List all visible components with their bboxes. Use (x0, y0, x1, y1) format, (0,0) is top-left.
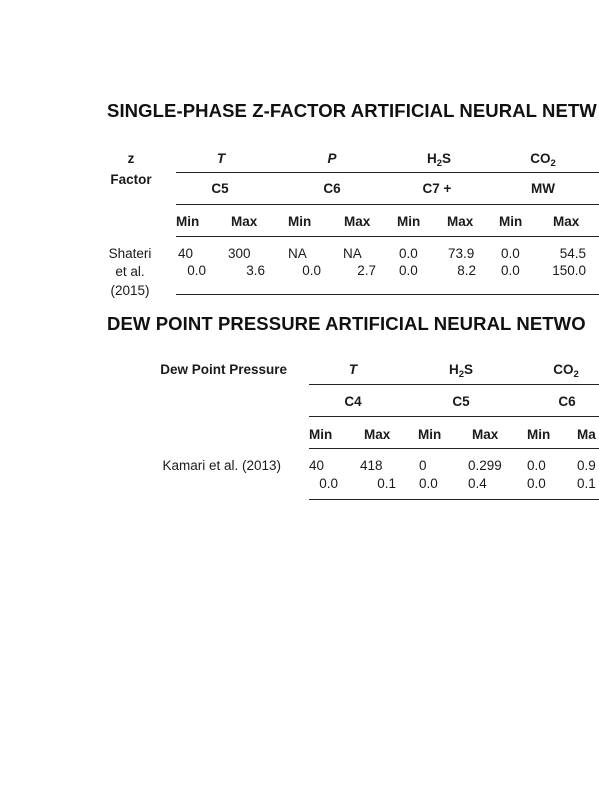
table1-cell: 0.0 (302, 263, 321, 278)
table1-cell: 150.0 (552, 263, 586, 278)
table1-header-C7plus: C7 + (422, 181, 452, 196)
table2-cell: 0.1 (577, 476, 596, 491)
table1-max-1: Max (231, 214, 258, 229)
table1-cell: 0.0 (501, 246, 520, 261)
table2-cell: 40 (309, 458, 325, 473)
table1-min-4: Min (499, 214, 523, 229)
table1-cell: 0.0 (399, 263, 418, 278)
table1-rule-3 (176, 236, 599, 237)
table1-cell: NA (343, 246, 362, 261)
table2-max-1: Max (364, 427, 391, 442)
table2-rule-1 (309, 384, 599, 385)
table1-max-2: Max (344, 214, 371, 229)
table1-cell: 73.9 (448, 246, 475, 261)
table1-min-3: Min (397, 214, 421, 229)
table1-rule-1 (176, 172, 599, 173)
table2-cell: 0.299 (468, 458, 502, 473)
table1-header-T: T (216, 151, 226, 166)
table2-cell: 0.9 (577, 458, 596, 473)
table2-header-C5: C5 (452, 394, 470, 409)
table2-header-T: T (348, 362, 358, 377)
table1-rule-2 (176, 204, 599, 205)
table2-rule-2 (309, 416, 599, 417)
table2-cell: 0.4 (468, 476, 487, 491)
table2-cell: 0.0 (527, 476, 546, 491)
table1-min-2: Min (288, 214, 312, 229)
table2-header-C6: C6 (558, 394, 576, 409)
table1-header-C6: C6 (323, 181, 341, 196)
table1-min-1: Min (176, 214, 200, 229)
table2-cell: 0.1 (377, 476, 396, 491)
table2-header-H2S: $H_2S$ (448, 362, 474, 380)
table1-header-MW: MW (531, 181, 555, 196)
table2-min-3: Min (527, 427, 551, 442)
table1-rule-bottom (176, 294, 599, 295)
table1-cell: 40 (178, 246, 194, 261)
table2-title: DEW POINT PRESSURE ARTIFICIAL NEURAL NETWO (107, 313, 586, 334)
table1-row-header-line2: Factor (110, 172, 152, 187)
table1-cell: 0.0 (187, 263, 206, 278)
table2-cell: 0.0 (319, 476, 338, 491)
table1-max-3: Max (447, 214, 474, 229)
table2-min-2: Min (418, 427, 442, 442)
table2-max-2: Max (472, 427, 499, 442)
table2-cell: 418 (360, 458, 383, 473)
table2-cell: 0.0 (419, 476, 438, 491)
table2-cell: 0.0 (527, 458, 546, 473)
table1-cell: 0.0 (501, 263, 520, 278)
table1-header-CO2: $CO_2$ (530, 151, 556, 169)
table1-title: SINGLE-PHASE Z-FACTOR ARTIFICIAL NEURAL NETW (107, 100, 597, 121)
table1-max-4: Max (553, 214, 580, 229)
table2-row-label: Kamari et al. (2013) (162, 458, 281, 473)
table1-row-label-line3: (2015) (110, 283, 150, 298)
table1-row-label-line2: et al. (115, 264, 145, 279)
table1-cell: 0.0 (399, 246, 418, 261)
table1-row-header-line1: z (127, 151, 135, 166)
table2-rule-3 (309, 448, 599, 449)
table1-cell: 2.7 (357, 263, 376, 278)
table1-row-label-line1: Shateri (108, 246, 152, 261)
table2-header-C4: C4 (344, 394, 362, 409)
table1-cell: 8.2 (457, 263, 476, 278)
table1-cell: NA (288, 246, 307, 261)
table2-cell: 0 (419, 458, 427, 473)
table1-cell: 54.5 (559, 246, 586, 261)
table2-header-CO2: $CO_2$ (553, 362, 579, 380)
table1-header-H2S: $H_2S$ (426, 151, 452, 169)
table1-cell: 300 (228, 246, 251, 261)
table2-rule-bottom (309, 499, 599, 500)
table2-max-3: Ma (577, 427, 596, 442)
table1-header-P: P (327, 151, 337, 166)
table1-header-C5: C5 (211, 181, 229, 196)
table1-cell: 3.6 (246, 263, 265, 278)
table2-min-1: Min (309, 427, 333, 442)
table2-row-header: Dew Point Pressure (160, 362, 287, 377)
